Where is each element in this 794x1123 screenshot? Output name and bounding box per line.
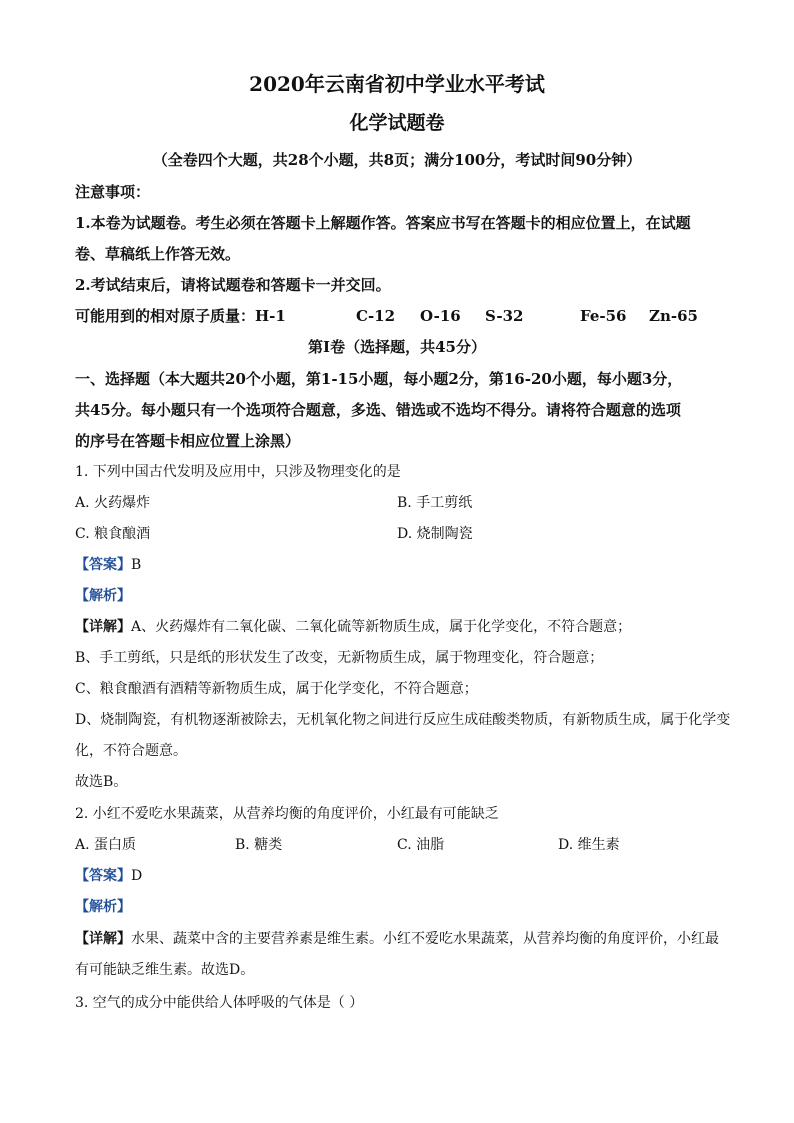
q2-answer-line [75, 868, 142, 885]
notice-item2: 2.考试结束后，请将试题卷和答题卡一并交回。 [75, 276, 391, 294]
q2-option-a: A. 蛋白质 [75, 837, 137, 853]
notice-item1-line1: 1.本卷为试题卷。考生必须在答题卡上解题作答。答案应书写在答题卡的相应位置上，在试题 [75, 214, 691, 232]
q2-detail-line2: 有可能缺乏维生素。故选D。 [75, 962, 255, 978]
q1-option-c: C. 粮食酿酒 [75, 526, 151, 542]
notice-heading: 注意事项： [75, 183, 151, 201]
q3-stem: 3. 空气的成分中能供给人体呼吸的气体是（ ） [75, 995, 364, 1011]
q1-analysis-tag: 【解析】 [75, 588, 131, 604]
atomic-mass-zn: Zn-65 [649, 307, 698, 325]
q2-analysis-tag: 【解析】 [75, 899, 131, 915]
q1-answer-value: B [131, 557, 142, 573]
q2-answer-value: D [131, 868, 143, 884]
q1-detail-c: C、粮食酿酒有酒精等新物质生成，属于化学变化，不符合题意； [75, 681, 478, 697]
atomic-mass-fe: Fe-56 [580, 307, 627, 325]
q1-stem: 1. 下列中国古代发明及应用中，只涉及物理变化的是 [75, 464, 401, 480]
q1-detail-b: B、手工剪纸，只是纸的形状发生了改变，无新物质生成，属于物理变化，符合题意； [75, 650, 604, 666]
section1-intro-line3: 的序号在答题卡相应位置上涂黑） [75, 432, 301, 450]
q1-option-d: D. 烧制陶瓷 [397, 526, 473, 542]
detail-tag: 【详解】 [75, 931, 131, 947]
atomic-mass-label: 可能用到的相对原子质量：H-1 [75, 307, 286, 325]
exam-subtitle: 化学试题卷 [349, 112, 445, 134]
exam-title: 2020年云南省初中学业水平考试 [249, 72, 545, 96]
section1-intro-line1: 一、选择题（本大题共20个小题，第1-15小题，每小题2分，第16-20小题，每小题3分， [75, 370, 683, 388]
q2-detail-line1: 水果、蔬菜中含的主要营养素是维生素。小红不爱吃水果蔬菜，从营养均衡的角度评价，小红最 [131, 931, 719, 947]
q1-detail-d-line1: D、烧制陶瓷，有机物逐渐被除去，无机氧化物之间进行反应生成硅酸类物质，有新物质生成，属于化学变 [75, 712, 731, 728]
q1-detail-a: A、火药爆炸有二氧化碳、二氧化硫等新物质生成，属于化学变化，不符合题意； [131, 619, 632, 635]
atomic-mass-c: C-12 [356, 307, 396, 325]
q2-option-c: C. 油脂 [397, 837, 445, 853]
notice-item1-line2: 卷、草稿纸上作答无效。 [75, 245, 241, 263]
q2-stem: 2. 小红不爱吃水果蔬菜，从营养均衡的角度评价，小红最有可能缺乏 [75, 806, 499, 822]
section1-title: 第Ⅰ卷（选择题，共45分） [308, 338, 486, 356]
q2-option-b: B. 糖类 [235, 837, 283, 853]
answer-tag: 【答案】 [75, 868, 131, 884]
q1-detail-a-line [75, 619, 631, 636]
atomic-mass-s: S-32 [485, 307, 524, 325]
q1-option-a: A. 火药爆炸 [75, 495, 151, 511]
detail-tag: 【详解】 [75, 619, 131, 635]
q2-detail-line1-row [75, 931, 719, 948]
q1-conclusion: 故选B。 [75, 774, 128, 790]
q1-detail-d-line2: 化，不符合题意。 [75, 743, 187, 759]
section1-intro-line2: 共45分。每小题只有一个选项符合题意，多选、错选或不选均不得分。请将符合题意的选项 [75, 401, 681, 419]
q1-answer-line [75, 557, 141, 574]
q2-option-d: D. 维生素 [558, 837, 620, 853]
exam-info: （全卷四个大题，共28个小题，共8页；满分100分，考试时间90分钟） [152, 151, 642, 169]
atomic-mass-o: O-16 [420, 307, 461, 325]
answer-tag: 【答案】 [75, 557, 131, 573]
q1-option-b: B. 手工剪纸 [397, 495, 473, 511]
